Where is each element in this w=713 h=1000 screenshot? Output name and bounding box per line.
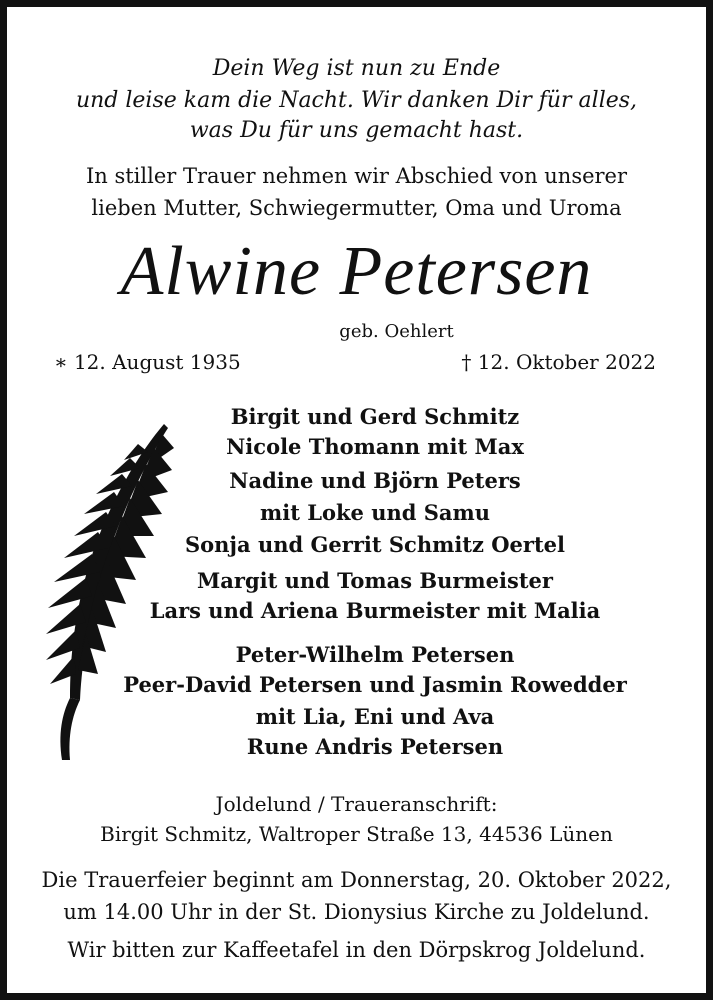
deceased-name: Alwine Petersen bbox=[120, 233, 593, 310]
family-member: Nadine und Björn Peters bbox=[229, 468, 521, 493]
family-member: mit Lia, Eni und Ava bbox=[255, 704, 495, 729]
address-line-1: Joldelund / Traueranschrift: bbox=[215, 792, 498, 816]
address-line-2: Birgit Schmitz, Waltroper Straße 13, 44536 Lünen bbox=[100, 822, 613, 846]
family-member: Birgit und Gerd Schmitz bbox=[230, 404, 520, 429]
service-line-2: um 14.00 Uhr in der St. Dionysius Kirche zu Joldelund. bbox=[63, 900, 650, 924]
death-date: † 12. Oktober 2022 bbox=[461, 350, 656, 374]
service-line-1: Die Trauerfeier beginnt am Donnerstag, 20. Oktober 2022, bbox=[41, 868, 672, 892]
birth-date: ∗ 12. August 1935 bbox=[54, 350, 241, 374]
family-member: Sonja und Gerrit Schmitz Oertel bbox=[184, 532, 565, 557]
intro-line-2: lieben Mutter, Schwiegermutter, Oma und Uroma bbox=[91, 196, 622, 220]
family-member: mit Loke und Samu bbox=[260, 500, 490, 525]
motto-line-2: und leise kam die Nacht. Wir danken Dir für alles, bbox=[75, 88, 638, 113]
family-member: Peter-Wilhelm Petersen bbox=[235, 642, 515, 667]
intro-line-1: In stiller Trauer nehmen wir Abschied von unserer bbox=[85, 164, 628, 188]
reception-line: Wir bitten zur Kaffeetafel in den Dörpskrog Joldelund. bbox=[67, 938, 646, 962]
family-member: Peer-David Petersen und Jasmin Rowedder bbox=[123, 672, 627, 697]
maiden-name: geb. Oehlert bbox=[339, 321, 454, 342]
family-member: Margit und Tomas Burmeister bbox=[197, 568, 553, 593]
family-member: Rune Andris Petersen bbox=[246, 734, 504, 759]
motto-line-3: was Du für uns gemacht hast. bbox=[189, 118, 524, 143]
motto-line-1: Dein Weg ist nun zu Ende bbox=[212, 56, 501, 81]
family-member: Lars und Ariena Burmeister mit Malia bbox=[149, 598, 601, 623]
family-member: Nicole Thomann mit Max bbox=[226, 434, 524, 459]
